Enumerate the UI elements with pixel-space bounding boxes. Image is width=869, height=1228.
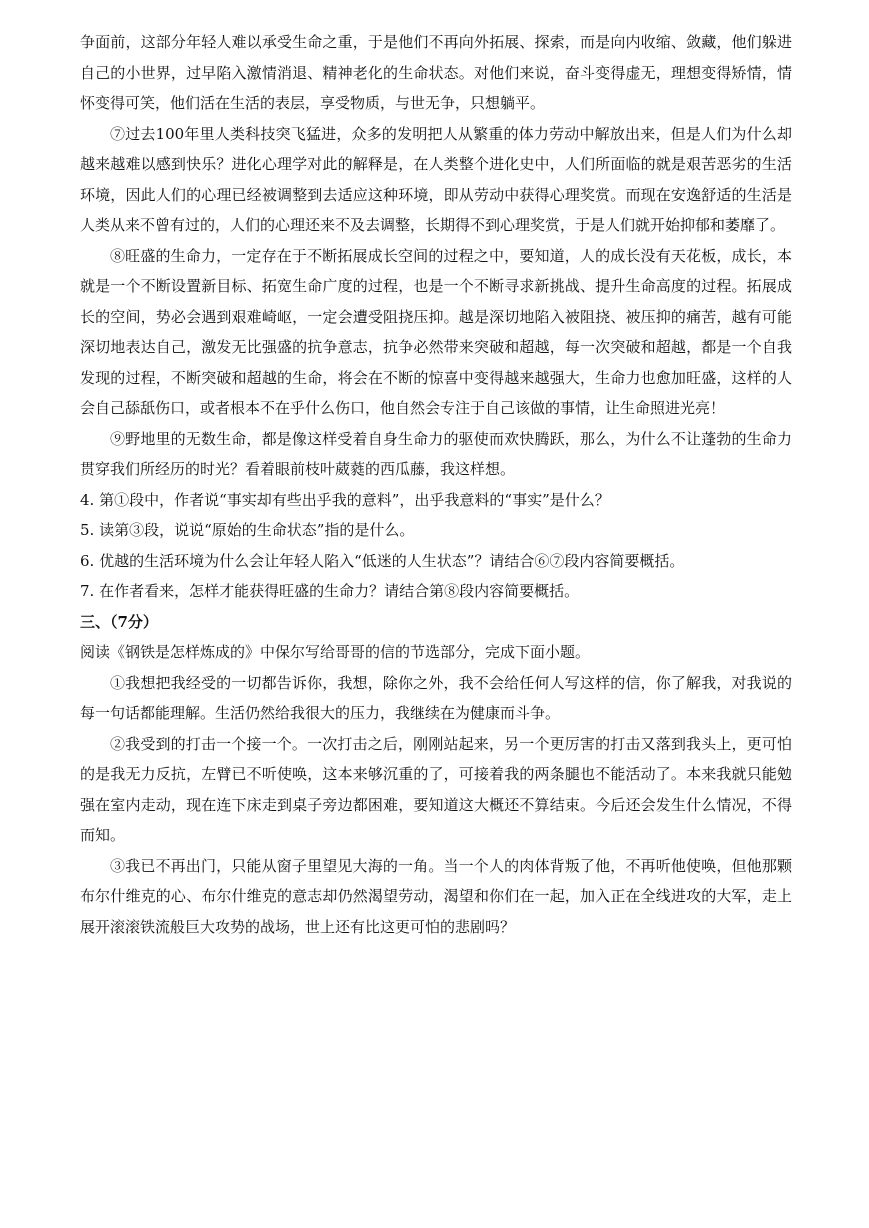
paragraph-9: ⑨野地里的无数生命，都是像这样受着自身生命力的驱使而欢快腾跃，那么，为什么不让蓬勃的生命力贯穿我们所经历的时光？看着眼前枝叶葳蕤的西瓜藤，我这样想。: [80, 429, 792, 478]
question-7: 7. 在作者看来，怎样才能获得旺盛的生命力？请结合第⑧段内容简要概括。: [80, 582, 580, 600]
paragraph-6-continuation: 争面前，这部分年轻人难以承受生命之重，于是他们不再向外拓展、探索，而是向内收缩、敛藏，他们躲进自己的小世界，过早陷入激情消退、精神老化的生命状态。对他们来说，奋斗变得虚无，理想变得矫情，情怀变得可笑，他们活在生活的表层，享受物质，与世无争，只想躺平。: [80, 33, 792, 112]
section-intro: 阅读《钢铁是怎样炼成的》中保尔写给哥哥的信的节选部分，完成下面小题。: [80, 643, 591, 661]
question-5: 5. 读第③段，说说“原始的生命状态”指的是什么。: [80, 521, 415, 539]
letter-paragraph-2: ②我受到的打击一个接一个。一次打击之后，刚刚站起来，另一个更厉害的打击又落到我头上，更可怕的是我无力反抗，左臂已不听使唤，这本来够沉重的了，可接着我的两条腿也不能活动了。本来我就只能勉强在室内走动，现在连下床走到桌子旁边都困难，要知道这大概还不算结束。今后还会发生什么情况，不得而知。: [80, 734, 792, 844]
paragraph-7: ⑦过去100年里人类科技突飞猛进，众多的发明把人从繁重的体力劳动中解放出来，但是人们为什么却越来越难以感到快乐？进化心理学对此的解释是，在人类整个进化史中，人们所面临的就是艰苦恶劣的生活环境，因此人们的心理已经被调整到去适应这种环境，即从劳动中获得心理奖赏。而现在安逸舒适的生活是人类从来不曾有过的，人们的心理还来不及去调整，长期得不到心理奖赏，于是人们就开始抑郁和萎靡了。: [80, 124, 792, 234]
letter-paragraph-1: ①我想把我经受的一切都告诉你，我想，除你之外，我不会给任何人写这样的信，你了解我，对我说的每一句话都能理解。生活仍然给我很大的压力，我继续在为健康而斗争。: [80, 673, 792, 722]
question-4: 4. 第①段中，作者说“事实却有些出乎我的意料”，出乎我意料的“事实”是什么？: [80, 490, 610, 509]
paragraph-8: ⑧旺盛的生命力，一定存在于不断拓展成长空间的过程之中，要知道，人的成长没有天花板，成长，本就是一个不断设置新目标、拓宽生命广度的过程，也是一个不断寻求新挑战、提升生命高度的过程。拓展成长的空间，势必会遇到艰难崎岖，一定会遭受阻挠压抑。越是深切地陷入被阻挠、被压抑的痛苦，越有可能深切地表达自己，激发无比强盛的抗争意志，抗争必然带来突破和超越，每一次突破和超越，都是一个自我发现的过程，不断突破和超越的生命，将会在不断的惊喜中变得越来越强大，生命力也愈加旺盛，这样的人会自己舔舐伤口，或者根本不在乎什么伤口，他自然会专注于自己该做的事情，让生命照进光亮！: [80, 246, 792, 417]
letter-paragraph-3: ③我已不再出门，只能从窗子里望见大海的一角。当一个人的肉体背叛了他，不再听他使唤，但他那颗布尔什维克的心、布尔什维克的意志却仍然渴望劳动，渴望和你们在一起，加入正在全线进攻的大军，走上展开滚滚铁流般巨大攻势的战场，世上还有比这更可怕的悲剧吗？: [80, 856, 792, 936]
section-heading: 三、（7分）: [80, 612, 158, 631]
document-page: [80, 0, 792, 942]
question-6: 6. 优越的生活环境为什么会让年轻人陷入“低迷的人生状态”？请结合⑥⑦段内容简要概括。: [80, 551, 685, 570]
